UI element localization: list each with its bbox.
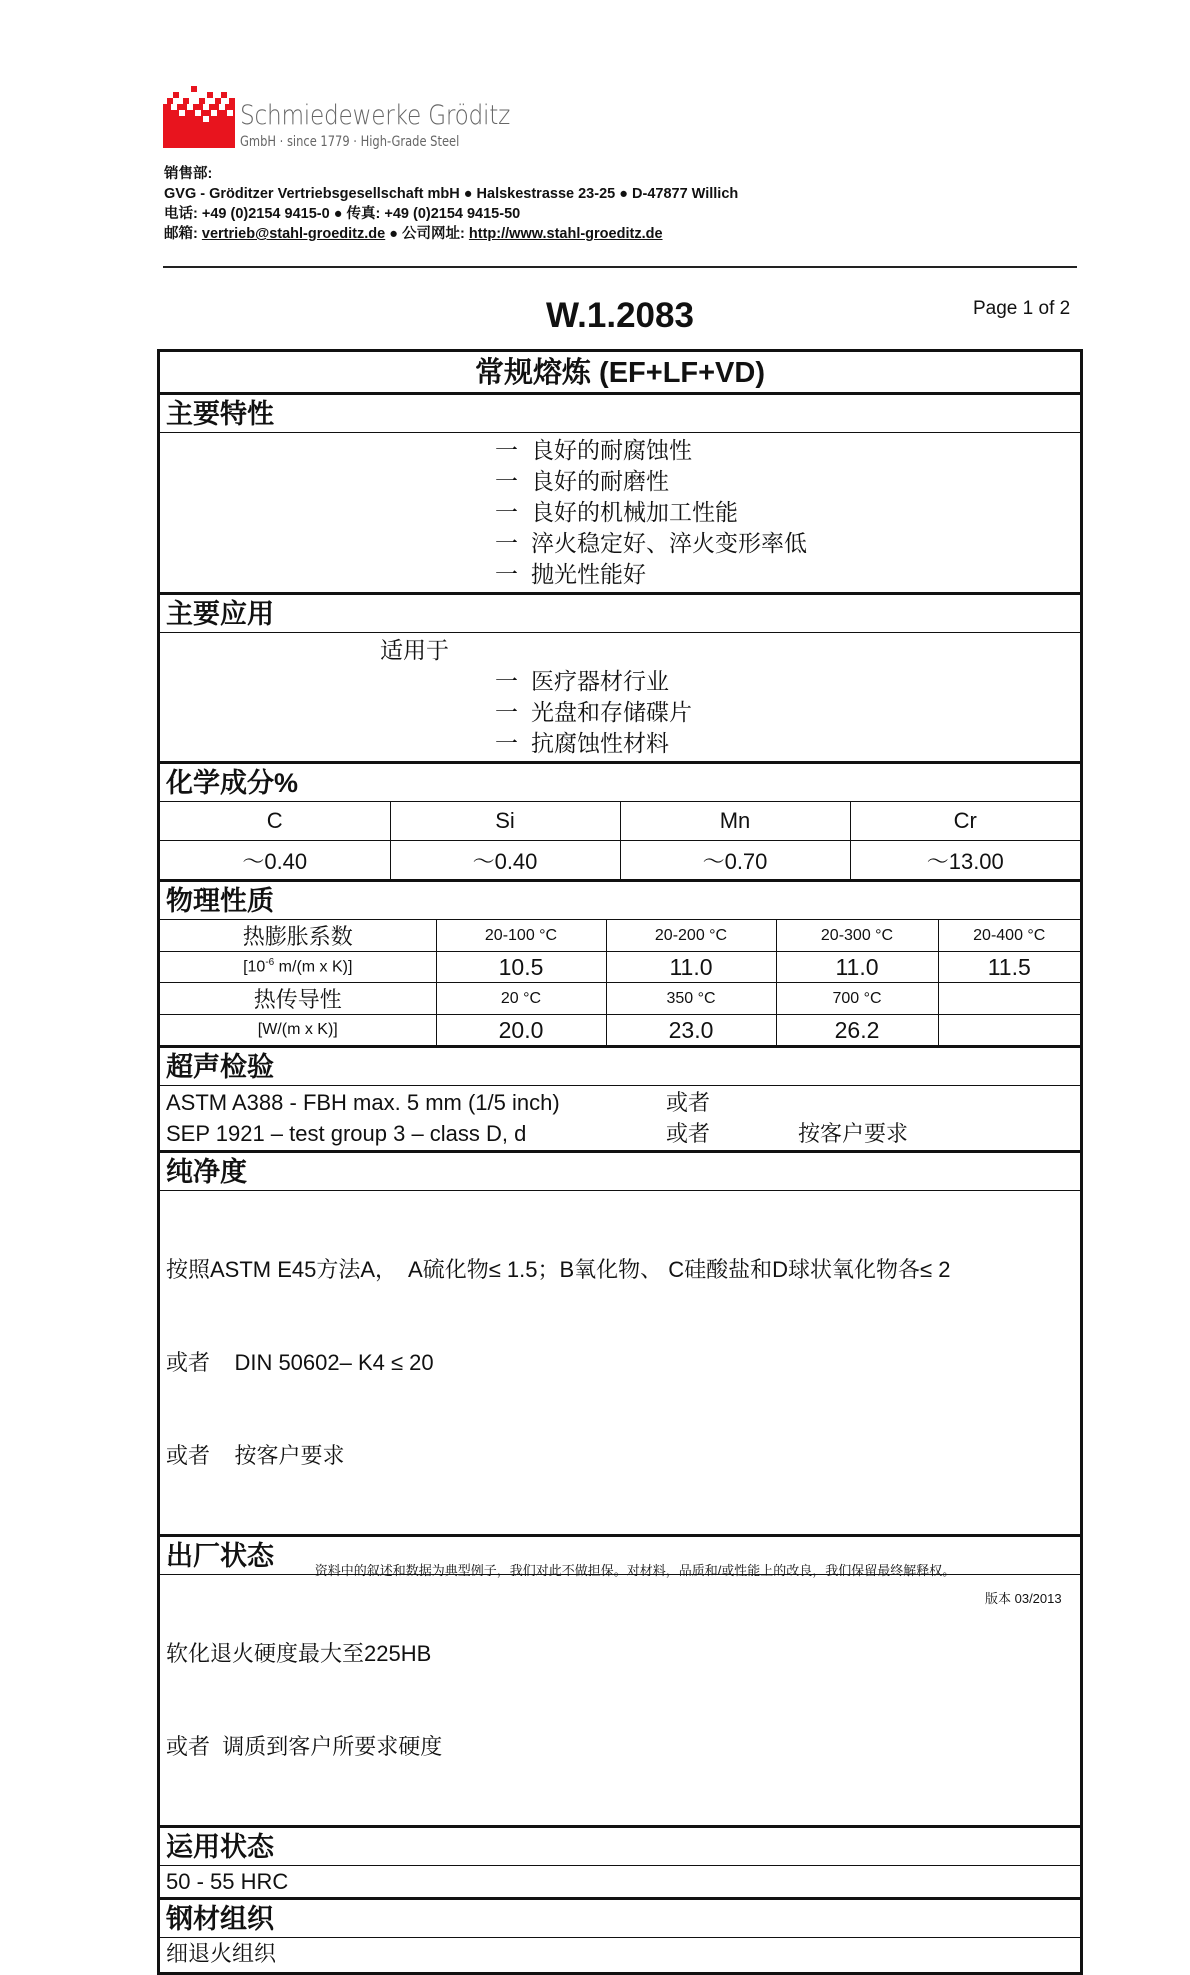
conductivity-unit: [W/(m x K)] <box>160 1015 436 1046</box>
physical-table <box>160 920 1080 1048</box>
temp <box>938 983 1080 1015</box>
list-item: 一 良好的机械加工性能 <box>495 499 738 525</box>
element-value: ～0.40 <box>160 841 390 880</box>
company-logo-icon <box>163 82 235 148</box>
list-item: 一 良好的耐腐蚀性 <box>495 437 692 463</box>
sales-label: 销售部: <box>164 166 213 182</box>
applications-body <box>160 633 1080 764</box>
list-item: 一 抗腐蚀性材料 <box>495 730 669 756</box>
datasheet-table <box>157 349 1083 1975</box>
temp: 350 °C <box>606 983 776 1015</box>
purity-line: 或者 按客户要求 <box>166 1443 345 1468</box>
ultrasonic-line: ASTM A388 - FBH max. 5 mm (1/5 inch) 或者 <box>166 1090 711 1115</box>
header-divider <box>163 266 1077 268</box>
applications-list <box>160 666 1080 761</box>
address: GVG - Gröditzer Vertriebsgesellschaft mbH ● Halskestrasse 23-25 ● D-47877 Willich <box>164 186 739 202</box>
properties-list <box>160 433 1080 595</box>
disclaimer: 资料中的叙述和数据为典型例子，我们对此不做担保。对材料，品质和/或性能上的改良，我们保留最终解释权。 <box>314 1563 956 1578</box>
list-item: 一 抛光性能好 <box>495 561 646 587</box>
temp-range: 20-400 °C <box>938 920 1080 952</box>
delivery-body <box>160 1575 1080 1828</box>
document-title: W.1.2083 <box>546 296 694 335</box>
element-value: ～0.40 <box>390 841 620 880</box>
list-item: 一 光盘和存储碟片 <box>495 699 692 725</box>
expansion-label: 热膨胀系数 <box>160 920 436 952</box>
section-heading-purity: 纯净度 <box>160 1153 1080 1191</box>
element-header: Mn <box>620 802 850 841</box>
email-link[interactable]: vertrieb@stahl-groeditz.de <box>201 226 386 242</box>
element-value: ～13.00 <box>850 841 1080 880</box>
chemistry-table <box>160 802 1080 882</box>
conductivity-label: 热传导性 <box>160 983 436 1015</box>
email-web-line <box>164 224 663 244</box>
process-title: 常规熔炼 (EF+LF+VD) <box>160 352 1080 395</box>
ultrasonic-line: SEP 1921 – test group 3 – class D, d 或者 按客户要求 <box>166 1121 909 1146</box>
list-item: 一 良好的耐磨性 <box>495 468 669 494</box>
fax-label: 传真: <box>346 206 381 222</box>
section-heading-ultrasonic: 超声检验 <box>160 1048 1080 1086</box>
ultrasonic-body <box>160 1086 1080 1153</box>
temp: 700 °C <box>776 983 938 1015</box>
conductivity-value <box>938 1015 1080 1046</box>
purity-body <box>160 1191 1080 1537</box>
expansion-value: 11.0 <box>776 952 938 983</box>
section-heading-applications: 主要应用 <box>160 595 1080 633</box>
brand-subtitle: GmbH · since 1779 · High-Grade Steel <box>240 134 460 150</box>
section-heading-application-state: 运用状态 <box>160 1828 1080 1866</box>
section-heading-chemistry: 化学成分% <box>160 764 1080 802</box>
phone-label: 电话: <box>164 206 198 222</box>
list-item: 一 淬火稳定好、淬火变形率低 <box>495 530 807 556</box>
page-number: Page 1 of 2 <box>973 298 1071 319</box>
website-label: 公司网址: <box>402 226 465 242</box>
fax: +49 (0)2154 9415-50 <box>384 206 521 222</box>
website-link[interactable]: http://www.stahl-groeditz.de <box>468 226 663 242</box>
expansion-value: 10.5 <box>436 952 606 983</box>
section-heading-structure: 钢材组织 <box>160 1900 1080 1938</box>
purity-line: 或者 DIN 50602– K4 ≤ 20 <box>166 1350 434 1375</box>
element-header: Cr <box>850 802 1080 841</box>
delivery-line: 软化退火硬度最大至225HB <box>166 1641 432 1666</box>
conductivity-value: 26.2 <box>776 1015 938 1046</box>
section-heading-delivery: 出厂状态 <box>160 1537 1080 1575</box>
temp: 20 °C <box>436 983 606 1015</box>
element-header: Si <box>390 802 620 841</box>
phone-fax-line <box>164 204 520 224</box>
delivery-line: 或者 调质到客户所要求硬度 <box>166 1734 443 1759</box>
temp-range: 20-200 °C <box>606 920 776 952</box>
expansion-unit: [$10^{-6}$ m/(m x K)] <box>160 952 436 983</box>
purity-line: 按照ASTM E45方法A， A硫化物≤ 1.5；B氧化物、 C硅酸盐和D球状氧化物各≤ 2 <box>166 1257 951 1282</box>
conductivity-value: 23.0 <box>606 1015 776 1046</box>
conductivity-value: 20.0 <box>436 1015 606 1046</box>
bullet: ● <box>389 226 399 242</box>
email-label: 邮箱: <box>164 226 198 242</box>
applications-intro: 适用于 <box>380 637 449 663</box>
application-state-value: 50 - 55 HRC <box>160 1866 1080 1900</box>
section-heading-physical: 物理性质 <box>160 882 1080 920</box>
list-item: 一 医疗器材行业 <box>495 668 669 694</box>
expansion-value: 11.5 <box>938 952 1080 983</box>
phone: +49 (0)2154 9415-0 <box>201 206 330 222</box>
structure-value: 细退火组织 <box>166 1941 277 1966</box>
temp-range: 20-100 °C <box>436 920 606 952</box>
bullet: ● <box>333 206 343 222</box>
brand-name: Schmiedewerke Gröditz <box>240 100 511 131</box>
temp-range: 20-300 °C <box>776 920 938 952</box>
element-value: ～0.70 <box>620 841 850 880</box>
element-header: C <box>160 802 390 841</box>
version: 版本 03/2013 <box>985 1591 1062 1606</box>
expansion-value: 11.0 <box>606 952 776 983</box>
section-heading-properties: 主要特性 <box>160 395 1080 433</box>
